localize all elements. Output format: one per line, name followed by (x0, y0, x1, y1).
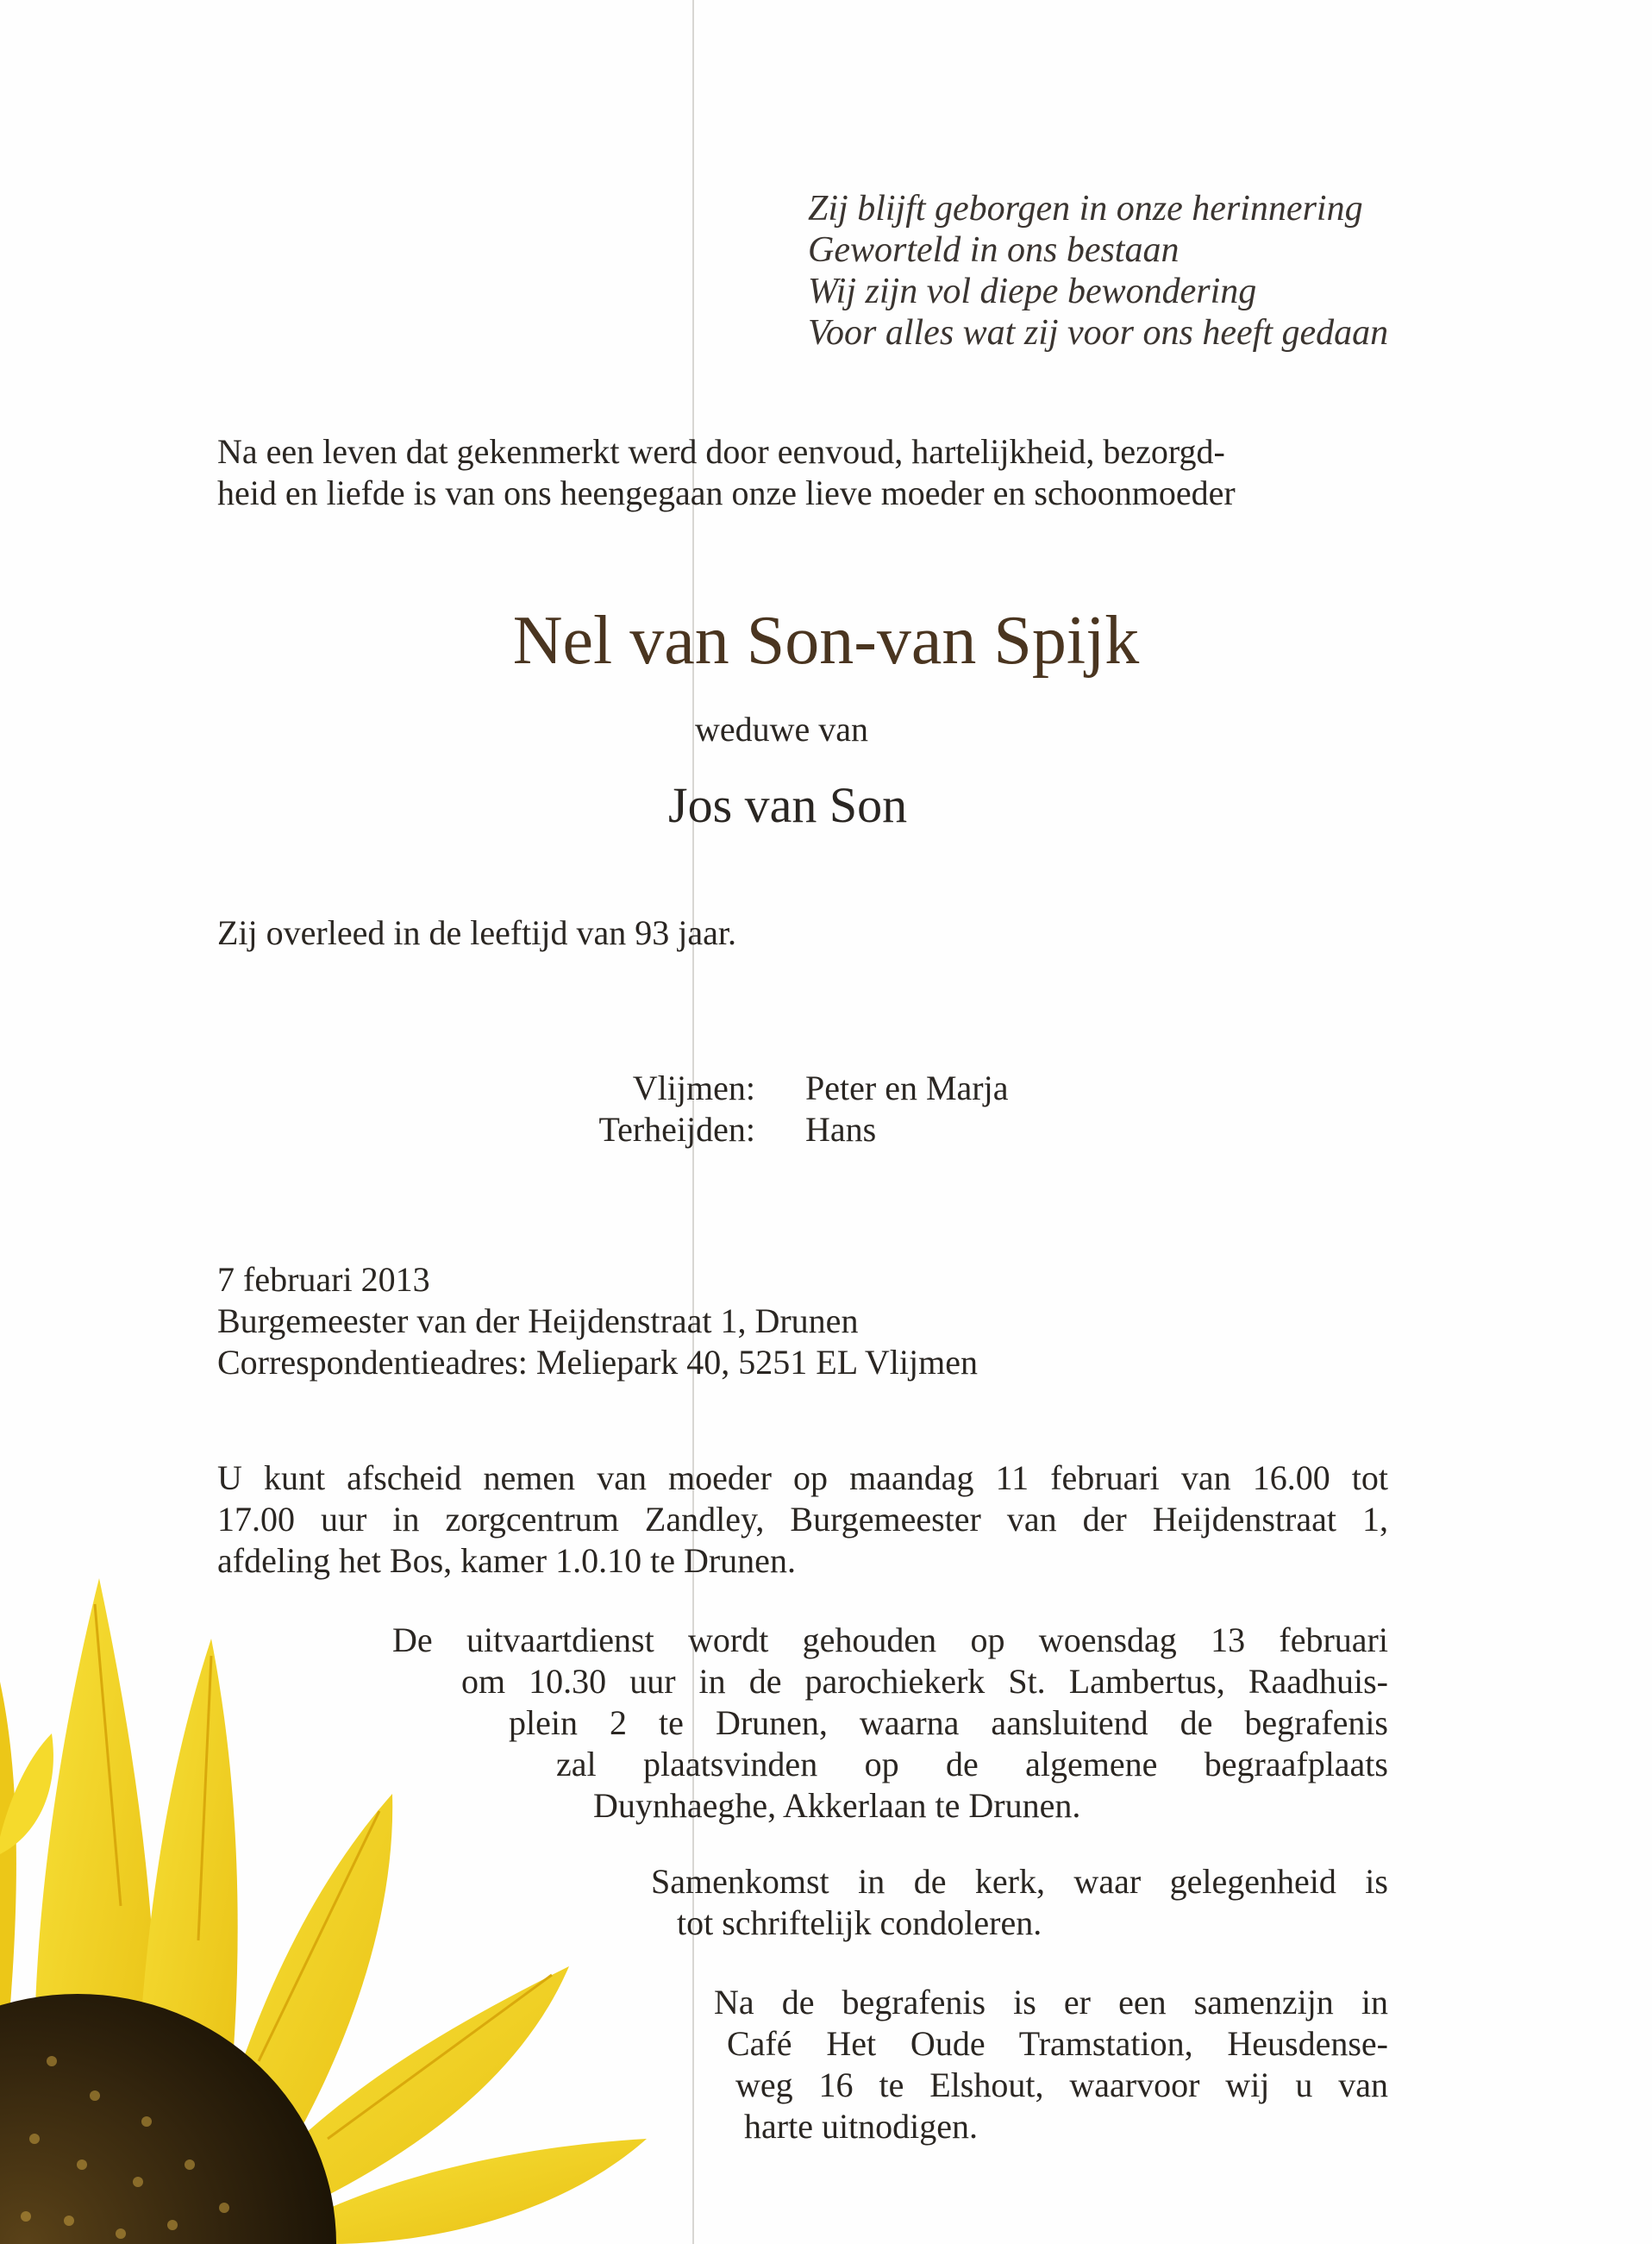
poem-line: Zij blijft geborgen in onze herinnering (808, 189, 1363, 229)
service-line: zal plaatsvinden op de algemene begraafplaats (556, 1745, 1388, 1783)
afterparty-line: weg 16 te Elshout, waarvoor wij u van (735, 2065, 1388, 2104)
correspondence-address: Correspondentieadres: Meliepark 40, 5251 EL Vlijmen (217, 1343, 979, 1382)
farewell-line: afdeling het Bos, kamer 1.0.10 te Drunen. (217, 1541, 796, 1580)
poem-line: Voor alles wat zij voor ons heeft gedaan (808, 313, 1389, 353)
service-line: De uitvaartdienst wordt gehouden op woensdag 13 februari (392, 1620, 1388, 1659)
widow-label: weduwe van (695, 710, 869, 749)
intro-line: heid en liefde is van ons heengegaan onze lieve moeder en schoonmoeder (217, 473, 1236, 512)
family-row (483, 1068, 1008, 1109)
service-line: Duynhaeghe, Akkerlaan te Drunen. (593, 1786, 1081, 1825)
farewell-line: U kunt afscheid nemen van moeder op maandag 11 februari van 16.00 tot (217, 1458, 1388, 1497)
gathering-info (651, 1861, 1388, 1944)
farewell-info (217, 1457, 1388, 1582)
family-place: Vlijmen: (632, 1069, 755, 1107)
afterparty-line: harte uitnodigen. (744, 2107, 979, 2146)
address-street: Burgemeester van der Heijdenstraat 1, Drunen (217, 1301, 859, 1340)
address-date: 7 februari 2013 (217, 1260, 430, 1299)
family-row (483, 1109, 1008, 1150)
family-place: Terheijden: (598, 1110, 755, 1149)
sunflower-image (0, 1578, 707, 2244)
family-names: Hans (805, 1110, 877, 1149)
afterparty-line: Na de begrafenis is er een samenzijn in (714, 1983, 1388, 2021)
age-statement: Zij overleed in de leeftijd van 93 jaar. (217, 913, 736, 952)
afterparty-line: Café Het Oude Tramstation, Heusdense- (727, 2024, 1388, 2063)
farewell-line: 17.00 uur in zorgcentrum Zandley, Burgemeester van der Heijdenstraat 1, (217, 1500, 1388, 1539)
intro-line: Na een leven dat gekenmerkt werd door eenvoud, hartelijkheid, bezorgd- (217, 432, 1225, 471)
family-names: Peter en Marja (805, 1069, 1009, 1107)
service-line: om 10.30 uur in de parochiekerk St. Lambertus, Raadhuis- (461, 1662, 1388, 1701)
address-block (217, 1259, 978, 1383)
family-list (483, 1068, 1008, 1150)
gathering-line: tot schriftelijk condoleren. (677, 1903, 1042, 1942)
deceased-name: Nel van Son-van Spijk (512, 603, 1140, 679)
poem-line: Geworteld in ons bestaan (808, 230, 1180, 270)
gathering-line: Samenkomst in de kerk, waar gelegenheid is (651, 1862, 1388, 1901)
poem (808, 188, 1388, 354)
afterparty-info (714, 1982, 1388, 2147)
poem-line: Wij zijn vol diepe bewondering (808, 272, 1257, 311)
husband-name: Jos van Son (668, 777, 908, 833)
intro-text (217, 431, 1388, 514)
service-line: plein 2 te Drunen, waarna aansluitend de begrafenis (509, 1703, 1388, 1742)
